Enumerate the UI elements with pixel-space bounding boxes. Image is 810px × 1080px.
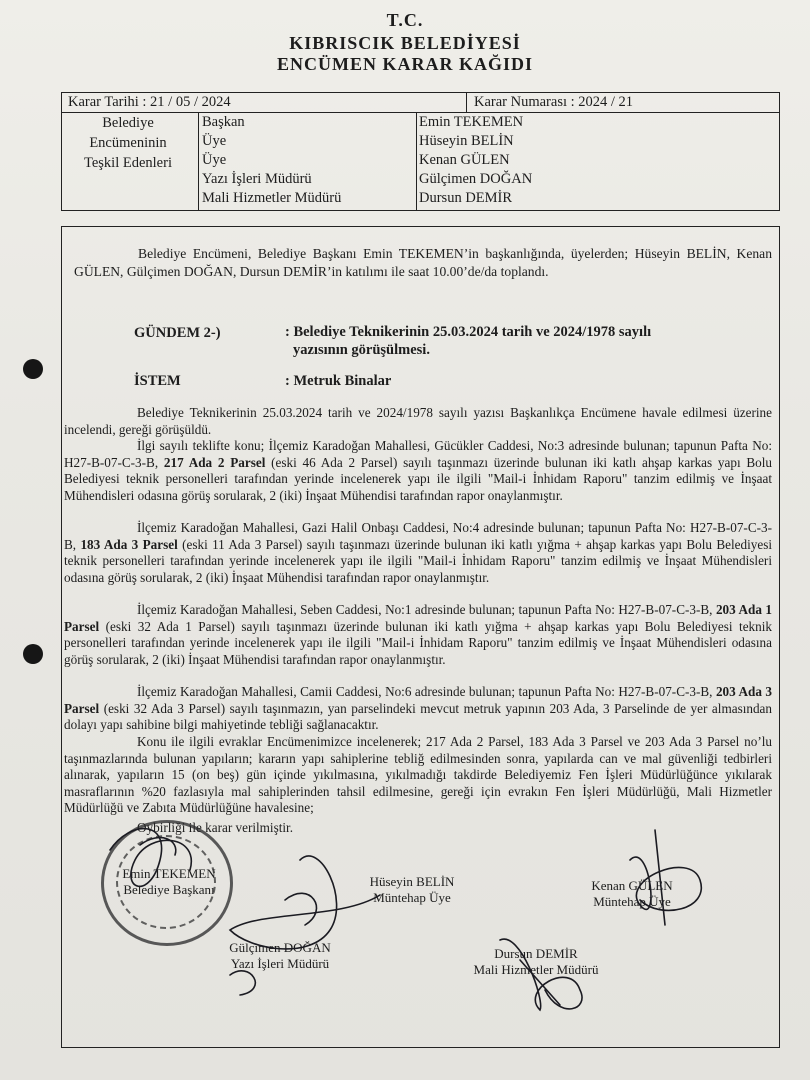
header-doc-title: ENCÜMEN KARAR KAĞIDI <box>276 54 533 74</box>
agenda-label: GÜNDEM 2-) <box>134 325 221 341</box>
role: Üye <box>202 152 227 168</box>
paragraph-2: İlgi sayılı teklifte konu; İlçemiz Karadoğan Mahallesi, Gücükler Caddesi, No:3 adresinde bulunan; tapunun Pafta No: H27-B-07-C-3-B, 217 Ada 2 Parsel (eski 46 Ada 2 Parsel) sayılı taşınmazı üzerinde bulunan iki katlı ahşap karkas yapı Bolu Belediyesi teknik personelleri tarafından yerinde incelenerek yapı ile ilgili "Mail-i İnhidam Raporu" tanzim edilmiş ve İnşaat Mühendisleri odasına görüş sorularak, 2 (iki) İnşaat Mühendisi tarafından rapor onaylanmıştır. <box>64 438 773 503</box>
signer-name: Dursun DEMİR <box>494 946 578 961</box>
member-name: Emin TEKEMEN <box>419 114 524 130</box>
signer-name: Hüseyin BELİN <box>369 874 455 889</box>
council-label: Belediye Encümeninin Teşkil Edenleri <box>84 115 172 171</box>
header-tc: T.C. <box>386 10 424 30</box>
signer-title: Müntehap Üye <box>373 890 451 905</box>
member-name: Gülçimen DOĞAN <box>419 171 533 187</box>
member-name: Kenan GÜLEN <box>419 152 510 168</box>
decision-number: Karar Numarası : 2024 / 21 <box>466 93 633 112</box>
decision-date: Karar Tarihi : 21 / 05 / 2024 <box>68 94 231 110</box>
signer-name: Kenan GÜLEN <box>591 878 673 893</box>
paragraph-5: İlçemiz Karadoğan Mahallesi, Camii Caddesi, No:6 adresinde bulunan; tapunun Pafta No: H27-B-07-C-3-B, 203 Ada 3 Parsel (eski 32 Ada 3 Parsel) sayılı taşınmazın, yan parselindeki mevcut metruk yapının 203 Ada, 3 Parselinde de yer almasından dolayı yapı sahibine bilgi mahiyetinde tebliği sağlanacaktır. <box>64 684 772 732</box>
paragraph-6: Konu ile ilgili evraklar Encümenimizce incelenerek; 217 Ada 2 Parsel, 183 Ada 3 Parsel ve 203 Ada 3 Parsel no’lu taşınmazlarında bulunan yapıların; kararın yapı sahiplerine tebliğ edilmesinden sonra, yapılarda can ve mal güvenliği tedbirleri alınarak, yapıların 15 (on beş) gün içinde yıkılmasına, yıkılmadığı takdirde Belediyemiz Fen İşleri Müdürlüğünce yıkılarak masraflarının %20 fazlasıyla mal sahiplerinden tahsil edilmesine, gereği için evrakın Fen İşleri Müdürlüğü, Mali Hizmetler Müdürlüğü ve Zabıta Müdürlüğüne havalesine; <box>64 734 772 815</box>
paragraph-7: Oybirliği ile karar verilmiştir. <box>137 820 294 835</box>
paragraph-1: Belediye Teknikerinin 25.03.2024 tarih ve 2024/1978 sayılı yazısı Başkanlıkça Encümene havale edilmesi üzerine incelendi, gereği görüşüldü. <box>64 405 772 437</box>
paragraph-4: İlçemiz Karadoğan Mahallesi, Seben Caddesi, No:1 adresinde bulunan; tapunun Pafta No: H27-B-07-C-3-B, 203 Ada 1 Parsel (eski 32 Ada 1 Parsel) sayılı taşınmazı üzerinde bulunan iki katlı yığma + ahşap karkas yapı Bolu Belediyesi teknik personelleri tarafından yerinde incelenerek yapı ile ilgili "Mail-i İnhidam Raporu" tanzim edilmiş ve İnşaat Mühendisleri odasına görüş sorularak, 2 (iki) İnşaat Mühendisi tarafından rapor onaylanmıştır. <box>64 602 773 667</box>
role: Başkan <box>202 114 245 130</box>
signer-title: Yazı İşleri Müdürü <box>230 956 330 971</box>
role: Yazı İşleri Müdürü <box>202 171 312 187</box>
request-text: : Metruk Binalar <box>285 373 392 389</box>
member-name: Hüseyin BELİN <box>419 133 514 149</box>
signer-name: Emin TEKEMEN <box>122 866 216 881</box>
request-label: İSTEM <box>134 373 181 389</box>
signer-title: Müntehap Üye <box>593 894 671 909</box>
role: Üye <box>202 133 227 149</box>
agenda-text: : Belediye Teknikerinin 25.03.2024 tarih ve 2024/1978 sayılı yazısının görüşülmesi. <box>285 324 652 358</box>
role: Mali Hizmetler Müdürü <box>202 190 342 206</box>
signer-name: Gülçimen DOĞAN <box>229 940 331 955</box>
intro-paragraph: Belediye Encümeni, Belediye Başkanı Emin TEKEMEN’in başkanlığında, üyelerden; Hüseyin BELİN, Kenan GÜLEN, Gülçimen DOĞAN, Dursun DEMİR’in katılımı ile saat 10.00’de/da toplandı. <box>74 246 772 279</box>
header-municipality: KIBRISCIK BELEDİYESİ <box>289 33 521 53</box>
signer-title: Belediye Başkanı <box>123 882 215 897</box>
member-name: Dursun DEMİR <box>419 190 513 206</box>
signer-title: Mali Hizmetler Müdürü <box>473 962 599 977</box>
paragraph-3: İlçemiz Karadoğan Mahallesi, Gazi Halil Onbaşı Caddesi, No:4 adresinde bulunan; tapunun Pafta No: H27-B-07-C-3-B, 183 Ada 3 Parsel (eski 11 Ada 3 Parsel) sayılı taşınmazı üzerinde bulunan iki katlı yığma + ahşap karkas yapı Bolu Belediyesi teknik personelleri tarafından yerinde incelenerek yapı ile ilgili "Mail-i İnhidam Raporu" tanzim edilmiş ve İnşaat Mühendisleri odasına görüş sorularak, 2 (iki) İnşaat Mühendisi tarafından rapor onaylanmıştır. <box>64 520 773 585</box>
